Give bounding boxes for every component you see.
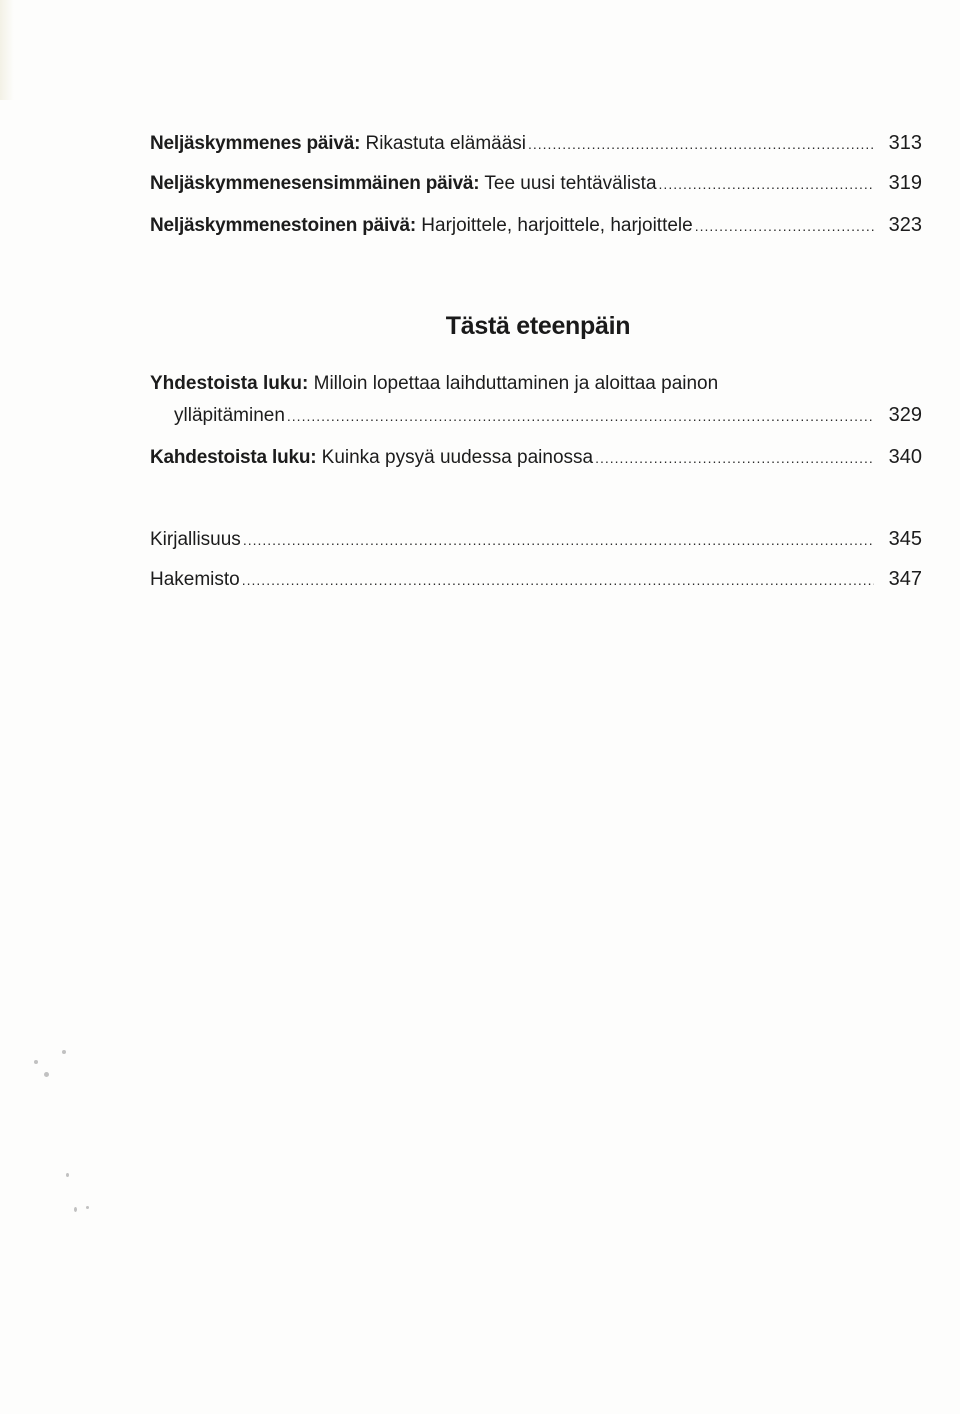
scan-speck (66, 1173, 69, 1177)
entry-title: Kirjallisuus (150, 529, 241, 550)
scan-speck (74, 1207, 77, 1212)
toc-entry-chapter-11-line2[interactable] (174, 403, 922, 428)
entry-heading: Neljäskymmenestoinen päivä: (150, 215, 416, 236)
toc-entry-chapter-12[interactable] (150, 445, 922, 470)
entry-title: Rikastuta elämääsi (360, 133, 526, 154)
scan-speck (34, 1060, 38, 1064)
scan-speck (44, 1072, 49, 1077)
dot-leader (243, 528, 874, 552)
scan-speck (86, 1206, 89, 1209)
page-number: 323 (888, 214, 922, 236)
entry-title-continued: ylläpitäminen (174, 405, 285, 426)
scan-speck (62, 1050, 66, 1054)
entry-title: Milloin lopettaa laihduttaminen ja aloittaa painon (308, 373, 719, 394)
toc-entry-chapter-11-line1[interactable] (150, 372, 718, 396)
toc-entry-day-41[interactable] (150, 171, 922, 196)
page-number: 345 (888, 528, 922, 550)
dot-leader (695, 214, 874, 238)
entry-title: Kuinka pysyä uudessa painossa (316, 447, 594, 468)
scan-edge-shadow (0, 0, 14, 100)
page-number: 329 (888, 404, 922, 426)
dot-leader (528, 132, 874, 156)
page-number: 347 (888, 568, 922, 590)
dot-leader (287, 404, 874, 428)
entry-title: Harjoittele, harjoittele, harjoittele (416, 215, 693, 236)
toc-entry-index[interactable] (150, 567, 922, 592)
dot-leader (595, 446, 874, 470)
page-number: 340 (888, 446, 922, 468)
entry-heading: Kahdestoista luku: (150, 447, 317, 468)
page-number: 313 (888, 132, 922, 154)
toc-entry-day-42[interactable] (150, 213, 922, 238)
entry-heading: Neljäskymmenes päivä: (150, 133, 361, 154)
entry-title: Tee uusi tehtävälista (479, 173, 657, 194)
toc-entry-day-40[interactable] (150, 131, 922, 156)
dot-leader (659, 172, 874, 196)
entry-title: Hakemisto (150, 569, 240, 590)
page-number: 319 (888, 172, 922, 194)
section-heading: Tästä eteenpäin (445, 312, 631, 340)
entry-heading: Yhdestoista luku: (150, 373, 309, 394)
toc-entry-bibliography[interactable] (150, 527, 922, 552)
entry-heading: Neljäskymmenesensimmäinen päivä: (150, 173, 480, 194)
dot-leader (242, 568, 874, 592)
